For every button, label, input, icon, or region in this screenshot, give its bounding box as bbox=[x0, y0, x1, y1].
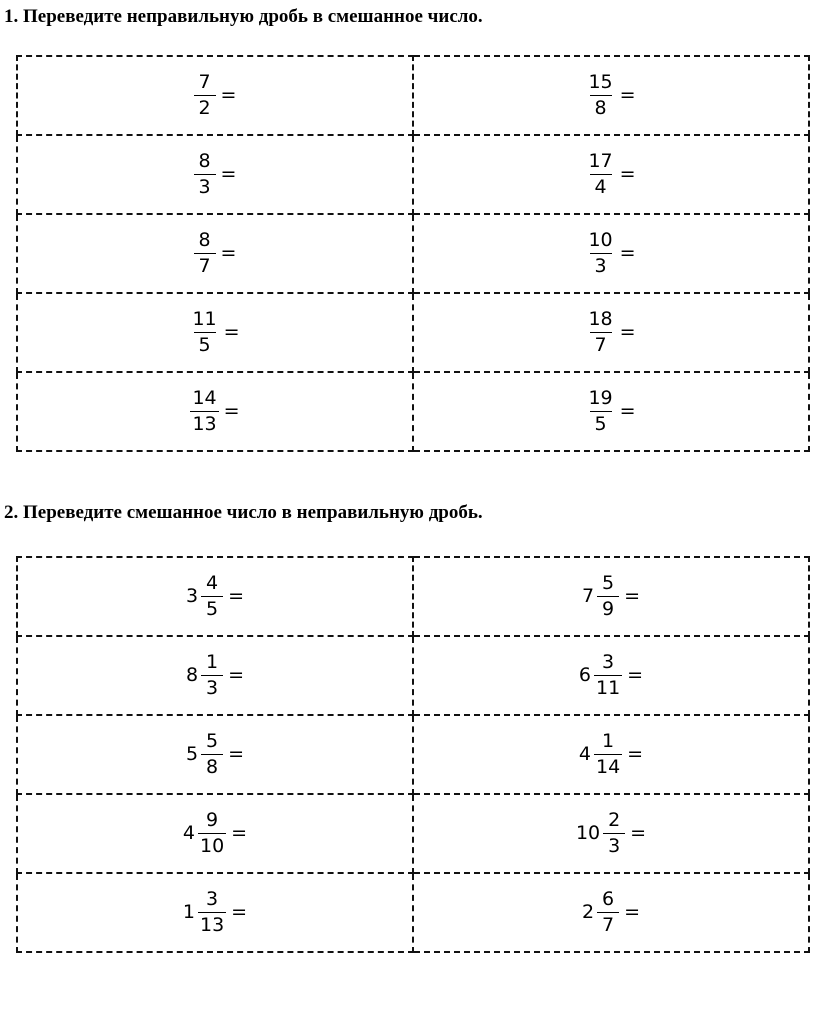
fraction bbox=[586, 389, 614, 434]
fraction bbox=[198, 811, 226, 856]
denominator: 9 bbox=[597, 596, 619, 619]
denominator: 8 bbox=[590, 95, 612, 118]
fraction bbox=[198, 890, 226, 935]
mixed-number-expression bbox=[576, 811, 646, 856]
table-row bbox=[17, 636, 809, 715]
whole-part: 2 bbox=[581, 901, 595, 923]
numerator: 15 bbox=[588, 71, 613, 93]
numerator: 9 bbox=[206, 809, 219, 831]
equals-sign: = bbox=[223, 321, 240, 343]
equals-sign: = bbox=[231, 901, 248, 923]
fraction-expression bbox=[190, 389, 239, 434]
whole-part: 4 bbox=[578, 743, 591, 765]
exercise-cell bbox=[413, 873, 809, 952]
fraction bbox=[194, 152, 216, 197]
denominator: 13 bbox=[199, 914, 225, 936]
numerator: 14 bbox=[192, 387, 217, 409]
mixed-numbers-table bbox=[16, 556, 810, 953]
equals-sign: = bbox=[220, 163, 237, 185]
equals-sign: = bbox=[228, 585, 244, 607]
equals-sign: = bbox=[630, 822, 647, 844]
fraction bbox=[194, 231, 216, 276]
exercise-cell bbox=[17, 557, 413, 636]
fraction bbox=[586, 152, 614, 197]
whole-part: 7 bbox=[581, 585, 595, 607]
exercise-cell bbox=[413, 214, 809, 293]
exercise-cell bbox=[17, 293, 413, 372]
exercise-cell bbox=[413, 636, 809, 715]
equals-sign: = bbox=[231, 822, 248, 844]
whole-part: 3 bbox=[185, 585, 199, 607]
exercise-cell bbox=[17, 715, 413, 794]
equals-sign: = bbox=[619, 242, 636, 264]
exercise-cell bbox=[17, 135, 413, 214]
denominator: 8 bbox=[201, 754, 223, 777]
whole-part: 4 bbox=[182, 822, 195, 844]
numerator: 5 bbox=[206, 730, 219, 752]
equals-sign: = bbox=[624, 901, 640, 923]
table-row bbox=[17, 557, 809, 636]
fraction bbox=[597, 574, 619, 619]
fraction-expression bbox=[586, 231, 635, 276]
mixed-number-expression bbox=[186, 574, 244, 619]
mixed-number-expression bbox=[582, 574, 640, 619]
numerator: 4 bbox=[206, 572, 219, 594]
fraction bbox=[586, 73, 614, 118]
exercise-cell bbox=[413, 135, 809, 214]
equals-sign: = bbox=[223, 400, 240, 422]
fraction-expression bbox=[586, 152, 635, 197]
denominator: 5 bbox=[590, 411, 612, 434]
table-row bbox=[17, 873, 809, 952]
denominator: 3 bbox=[194, 174, 216, 197]
fraction bbox=[201, 732, 223, 777]
denominator: 2 bbox=[194, 95, 216, 118]
exercise-cell bbox=[17, 794, 413, 873]
table-row bbox=[17, 293, 809, 372]
denominator: 11 bbox=[595, 677, 621, 699]
fraction-expression bbox=[194, 73, 237, 118]
section-2-title: 2. Переведите смешанное число в неправильную дробь. bbox=[4, 502, 483, 523]
table-row bbox=[17, 135, 809, 214]
denominator: 7 bbox=[597, 912, 619, 935]
fraction bbox=[594, 732, 622, 777]
fraction-expression bbox=[586, 73, 635, 118]
numerator: 8 bbox=[198, 229, 211, 251]
numerator: 1 bbox=[602, 730, 615, 752]
equals-sign: = bbox=[627, 664, 644, 686]
exercise-cell bbox=[413, 372, 809, 451]
exercise-cell bbox=[413, 557, 809, 636]
section-1-title: 1. Переведите неправильную дробь в смешанное число. bbox=[4, 6, 483, 27]
equals-sign: = bbox=[228, 743, 244, 765]
improper-fractions-table bbox=[16, 55, 810, 452]
denominator: 5 bbox=[194, 332, 216, 355]
mixed-number-expression bbox=[183, 890, 247, 935]
denominator: 3 bbox=[603, 833, 625, 856]
exercise-cell bbox=[413, 56, 809, 135]
numerator: 8 bbox=[198, 150, 211, 172]
exercise-cell bbox=[17, 214, 413, 293]
fraction-expression bbox=[194, 231, 237, 276]
fraction-expression bbox=[586, 389, 635, 434]
exercise-cell bbox=[413, 715, 809, 794]
table-row bbox=[17, 56, 809, 135]
denominator: 14 bbox=[595, 756, 621, 778]
numerator: 18 bbox=[588, 308, 613, 330]
numerator: 19 bbox=[588, 387, 613, 409]
equals-sign: = bbox=[619, 321, 636, 343]
denominator: 13 bbox=[192, 413, 217, 435]
equals-sign: = bbox=[220, 242, 237, 264]
numerator: 5 bbox=[602, 572, 615, 594]
denominator: 7 bbox=[590, 332, 612, 355]
numerator: 2 bbox=[608, 809, 621, 831]
equals-sign: = bbox=[220, 84, 237, 106]
numerator: 1 bbox=[206, 651, 219, 673]
mixed-number-expression bbox=[579, 732, 643, 777]
denominator: 10 bbox=[199, 835, 225, 857]
mixed-number-expression bbox=[186, 732, 244, 777]
equals-sign: = bbox=[228, 664, 244, 686]
fraction bbox=[586, 310, 614, 355]
equals-sign: = bbox=[619, 400, 636, 422]
fraction bbox=[190, 310, 218, 355]
numerator: 3 bbox=[602, 651, 615, 673]
mixed-number-expression bbox=[183, 811, 247, 856]
table-row bbox=[17, 794, 809, 873]
numerator: 6 bbox=[602, 888, 615, 910]
table-row bbox=[17, 715, 809, 794]
mixed-number-expression bbox=[186, 653, 244, 698]
equals-sign: = bbox=[627, 743, 644, 765]
numerator: 17 bbox=[588, 150, 613, 172]
numerator: 7 bbox=[198, 71, 211, 93]
equals-sign: = bbox=[619, 163, 636, 185]
exercise-cell bbox=[413, 293, 809, 372]
whole-part: 10 bbox=[575, 822, 601, 844]
fraction bbox=[603, 811, 625, 856]
denominator: 7 bbox=[194, 253, 216, 276]
equals-sign: = bbox=[619, 84, 636, 106]
fraction bbox=[586, 231, 614, 276]
denominator: 3 bbox=[590, 253, 612, 276]
fraction bbox=[594, 653, 622, 698]
mixed-number-expression bbox=[582, 890, 640, 935]
numerator: 3 bbox=[206, 888, 219, 910]
table-row bbox=[17, 214, 809, 293]
exercise-cell bbox=[17, 873, 413, 952]
whole-part: 6 bbox=[578, 664, 591, 686]
denominator: 3 bbox=[201, 675, 223, 698]
numerator: 10 bbox=[588, 229, 613, 251]
equals-sign: = bbox=[624, 585, 640, 607]
denominator: 5 bbox=[201, 596, 223, 619]
fraction bbox=[194, 73, 216, 118]
exercise-cell bbox=[413, 794, 809, 873]
whole-part: 1 bbox=[182, 901, 195, 923]
fraction-expression bbox=[194, 152, 237, 197]
fraction bbox=[201, 574, 223, 619]
numerator: 11 bbox=[192, 308, 217, 330]
fraction bbox=[597, 890, 619, 935]
mixed-number-expression bbox=[579, 653, 643, 698]
exercise-cell bbox=[17, 636, 413, 715]
exercise-cell bbox=[17, 372, 413, 451]
exercise-cell bbox=[17, 56, 413, 135]
table-row bbox=[17, 372, 809, 451]
whole-part: 8 bbox=[185, 664, 199, 686]
denominator: 4 bbox=[590, 174, 612, 197]
fraction bbox=[201, 653, 223, 698]
fraction-expression bbox=[190, 310, 239, 355]
fraction bbox=[190, 389, 218, 434]
fraction-expression bbox=[586, 310, 635, 355]
whole-part: 5 bbox=[185, 743, 199, 765]
